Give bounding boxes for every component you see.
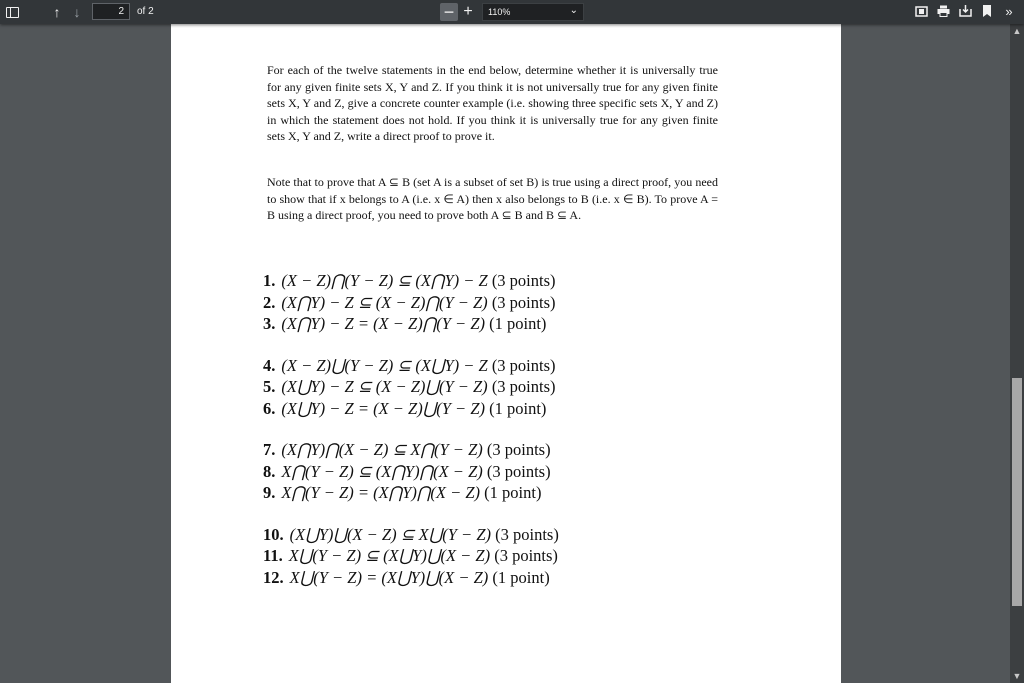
statement-text: X⋂(Y − Z) ⊆ (X⋂Y)⋂(X − Z) bbox=[281, 461, 483, 481]
statement-text: (X − Z)⋂(Y − Z) ⊆ (X⋂Y) − Z bbox=[281, 271, 488, 290]
statement-points: (3 points) bbox=[486, 461, 551, 481]
statement-text: (X⋃Y)⋃(X − Z) ⊆ X⋃(Y − Z) bbox=[289, 524, 491, 544]
sidebar-toggle-icon[interactable] bbox=[4, 3, 20, 21]
statement-item bbox=[263, 545, 559, 567]
statement-number: 5. bbox=[263, 377, 276, 396]
statement-item bbox=[263, 270, 559, 292]
page-number-input[interactable]: 2 bbox=[92, 3, 130, 20]
statement-item bbox=[263, 567, 559, 589]
print-icon[interactable] bbox=[936, 4, 950, 18]
statement-number: 11. bbox=[263, 546, 283, 565]
statement-number: 1. bbox=[263, 271, 276, 290]
statement-number: 3. bbox=[263, 314, 276, 333]
statement-number: 7. bbox=[263, 440, 276, 459]
statement-number: 10. bbox=[263, 524, 284, 544]
statement-number: 4. bbox=[263, 355, 276, 375]
statement-number: 12. bbox=[263, 567, 284, 587]
statement-points: (3 points) bbox=[486, 440, 551, 459]
instructions-paragraph: For each of the twelve statements in the end below, determine whether it is universally true for any given finite sets X, Y and Z. If you think it is not universally true for any given finite sets X, Y and Z, give a concrete counter example (i.e. showing three specific sets X, Y and Z) in which the statement does not hold. If you think it is universally true for any given finite sets X, Y and Z, write a direct proof to prove it. bbox=[267, 63, 718, 143]
statement-points: (1 point) bbox=[484, 483, 542, 502]
scroll-down-icon[interactable]: ▼ bbox=[1012, 671, 1022, 681]
statement-text: (X⋃Y) − Z = (X − Z)⋃(Y − Z) bbox=[281, 398, 485, 418]
statement-points: (3 points) bbox=[495, 524, 559, 544]
arrow-up-icon[interactable]: ↑ bbox=[53, 4, 61, 20]
vertical-scrollbar[interactable] bbox=[1010, 24, 1024, 683]
statement-item bbox=[263, 398, 559, 420]
pdf-page bbox=[171, 24, 841, 683]
zoom-select[interactable] bbox=[482, 3, 584, 21]
statement-item bbox=[263, 355, 559, 377]
statement-item bbox=[263, 524, 559, 546]
zoom-value: 110% bbox=[488, 7, 511, 17]
statement-text: X⋃(Y − Z) = (X⋃Y)⋃(X − Z) bbox=[289, 567, 489, 587]
more-icon[interactable]: » bbox=[1005, 3, 1013, 19]
statement-group bbox=[263, 524, 559, 589]
statement-text: (X⋃Y) − Z ⊆ (X − Z)⋃(Y − Z) bbox=[281, 377, 488, 396]
statement-text: X⋃(Y − Z) ⊆ (X⋃Y)⋃(X − Z) bbox=[288, 546, 491, 565]
download-icon[interactable] bbox=[958, 4, 972, 18]
fit-page-icon[interactable] bbox=[914, 4, 928, 18]
page-total: of 2 bbox=[137, 6, 154, 17]
statement-item bbox=[263, 439, 559, 461]
statement-points: (3 points) bbox=[491, 355, 556, 375]
statement-group bbox=[263, 355, 559, 420]
bookmark-icon[interactable] bbox=[980, 4, 994, 18]
statement-text: (X⋂Y) − Z = (X − Z)⋂(Y − Z) bbox=[281, 314, 485, 333]
statement-text: (X⋂Y)⋂(X − Z) ⊆ X⋂(Y − Z) bbox=[281, 440, 483, 459]
statement-points: (3 points) bbox=[491, 292, 556, 312]
statement-text: (X⋂Y) − Z ⊆ (X − Z)⋂(Y − Z) bbox=[281, 292, 488, 312]
statement-number: 6. bbox=[263, 398, 276, 418]
statement-points: (1 point) bbox=[489, 314, 547, 333]
note-paragraph: Note that to prove that A ⊆ B (set A is a subset of set B) is true using a direct proof, you need to show that if x belongs to A (i.e. x ∈ A) then x also belongs to B (i.e. x ∈ B). To prove A = B using a direct proof, you need to prove both A ⊆ B and B ⊆ A. bbox=[267, 175, 718, 222]
statement-points: (3 points) bbox=[491, 271, 556, 290]
minus-icon[interactable]: − bbox=[440, 3, 458, 21]
statement-text: (X − Z)⋃(Y − Z) ⊆ (X⋃Y) − Z bbox=[281, 355, 488, 375]
statements-list bbox=[263, 270, 559, 608]
chevron-down-icon: ⌄ bbox=[569, 5, 578, 16]
statement-item bbox=[263, 313, 559, 335]
statement-item bbox=[263, 292, 559, 314]
statement-points: (3 points) bbox=[491, 377, 556, 396]
plus-icon[interactable]: + bbox=[463, 3, 473, 20]
statement-points: (3 points) bbox=[494, 546, 558, 565]
statement-points: (1 point) bbox=[489, 398, 547, 418]
scroll-up-icon[interactable]: ▲ bbox=[1012, 26, 1022, 36]
pdf-toolbar bbox=[0, 0, 1024, 24]
toolbar-actions bbox=[914, 4, 1016, 18]
scrollbar-thumb[interactable] bbox=[1012, 378, 1022, 606]
statement-group bbox=[263, 439, 559, 504]
statement-item bbox=[263, 482, 559, 504]
statement-number: 9. bbox=[263, 483, 276, 502]
statement-text: X⋂(Y − Z) = (X⋂Y)⋂(X − Z) bbox=[281, 483, 481, 502]
statement-points: (1 point) bbox=[492, 567, 550, 587]
statement-number: 8. bbox=[263, 461, 276, 481]
statement-item bbox=[263, 376, 559, 398]
statement-group bbox=[263, 270, 559, 335]
statement-item bbox=[263, 461, 559, 483]
arrow-down-icon[interactable]: ↓ bbox=[73, 4, 81, 20]
statement-number: 2. bbox=[263, 292, 276, 312]
